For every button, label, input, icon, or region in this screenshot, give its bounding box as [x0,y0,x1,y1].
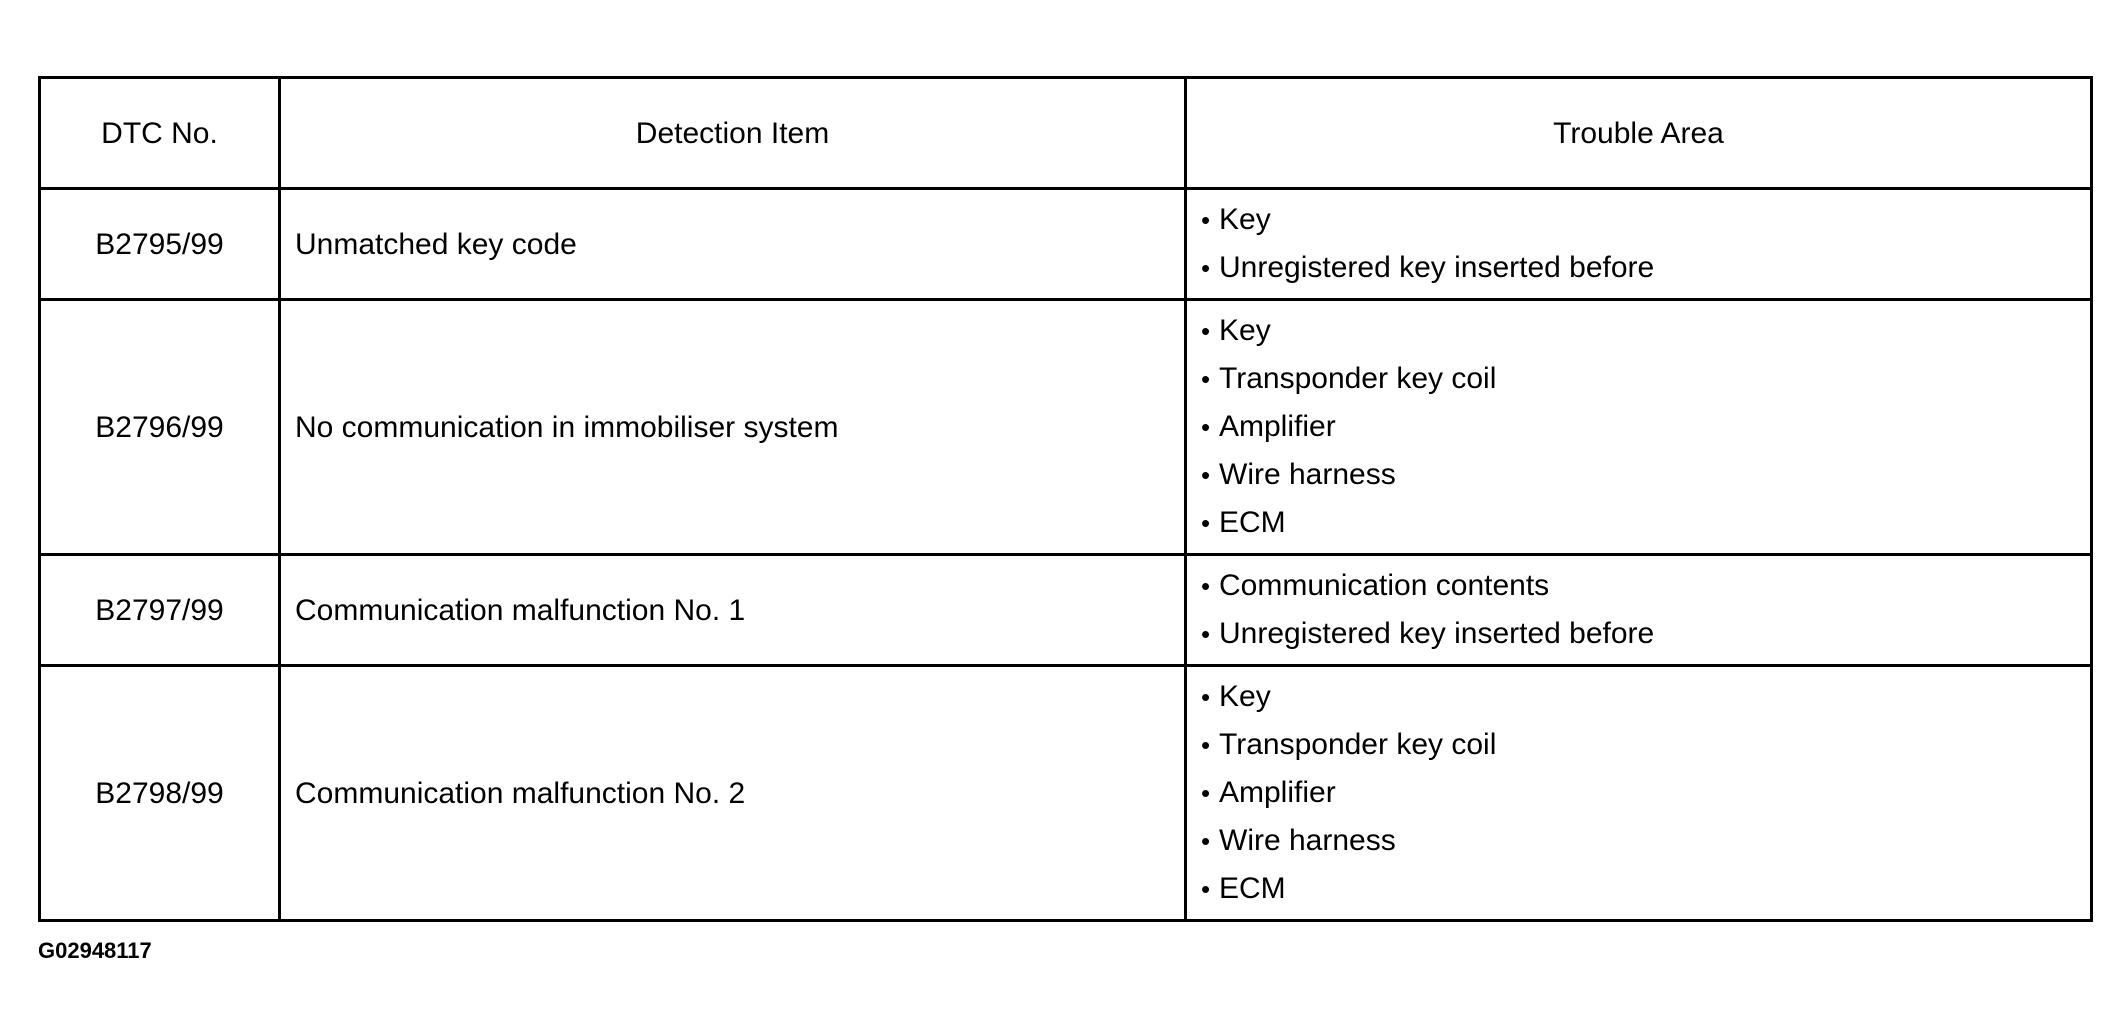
table-body [40,189,2092,921]
trouble-area-text: Unregistered key inserted before [1219,251,1655,284]
trouble-area-list [1201,196,2090,292]
trouble-area-item [1201,865,2090,913]
bullet-icon: • [1201,874,1211,904]
trouble-area-list [1201,673,2090,913]
detection-item: Unmatched key code [280,189,1186,300]
bullet-icon: • [1201,682,1211,712]
trouble-area-text: ECM [1219,872,1286,905]
detection-item: Communication malfunction No. 2 [280,666,1186,921]
header-dtc-no: DTC No. [40,78,280,189]
bullet-icon: • [1201,571,1211,601]
trouble-area-text: Wire harness [1219,824,1396,857]
figure-id: G02948117 [38,938,152,963]
table-row [40,555,2092,666]
trouble-area-item [1201,673,2090,721]
table-row [40,300,2092,555]
trouble-area-item [1201,817,2090,865]
dtc-code: B2796/99 [40,300,280,555]
trouble-area-text: Key [1219,314,1271,347]
trouble-area-text: Amplifier [1219,410,1336,443]
table-row [40,666,2092,921]
trouble-area-item [1201,403,2090,451]
dtc-code: B2795/99 [40,189,280,300]
dtc-code: B2798/99 [40,666,280,921]
trouble-area [1186,666,2092,921]
detection-item: No communication in immobiliser system [280,300,1186,555]
table-header [40,78,2092,189]
trouble-area-item [1201,307,2090,355]
dtc-code: B2797/99 [40,555,280,666]
trouble-area [1186,300,2092,555]
trouble-area-text: Wire harness [1219,458,1396,491]
bullet-icon: • [1201,730,1211,760]
header-trouble-area: Trouble Area [1186,78,2092,189]
bullet-icon: • [1201,460,1211,490]
trouble-area-item [1201,499,2090,547]
trouble-area-text: Unregistered key inserted before [1219,617,1655,650]
table-row [40,189,2092,300]
trouble-area-text: Communication contents [1219,569,1550,602]
trouble-area-item [1201,721,2090,769]
bullet-icon: • [1201,778,1211,808]
bullet-icon: • [1201,253,1211,283]
trouble-area-text: ECM [1219,506,1286,539]
trouble-area-item [1201,244,2090,292]
trouble-area-item [1201,769,2090,817]
trouble-area-text: Transponder key coil [1219,362,1497,395]
trouble-area-item [1201,451,2090,499]
header-row [40,78,2092,189]
trouble-area-item [1201,610,2090,658]
trouble-area-text: Key [1219,203,1271,236]
dtc-table [38,76,2093,922]
trouble-area [1186,189,2092,300]
bullet-icon: • [1201,412,1211,442]
bullet-icon: • [1201,619,1211,649]
trouble-area-list [1201,562,2090,658]
trouble-area [1186,555,2092,666]
bullet-icon: • [1201,364,1211,394]
trouble-area-text: Transponder key coil [1219,728,1497,761]
bullet-icon: • [1201,205,1211,235]
detection-item: Communication malfunction No. 1 [280,555,1186,666]
trouble-area-item [1201,196,2090,244]
trouble-area-text: Amplifier [1219,776,1336,809]
bullet-icon: • [1201,316,1211,346]
trouble-area-item [1201,562,2090,610]
trouble-area-text: Key [1219,680,1271,713]
bullet-icon: • [1201,826,1211,856]
bullet-icon: • [1201,508,1211,538]
trouble-area-item [1201,355,2090,403]
header-detection-item: Detection Item [280,78,1186,189]
trouble-area-list [1201,307,2090,547]
